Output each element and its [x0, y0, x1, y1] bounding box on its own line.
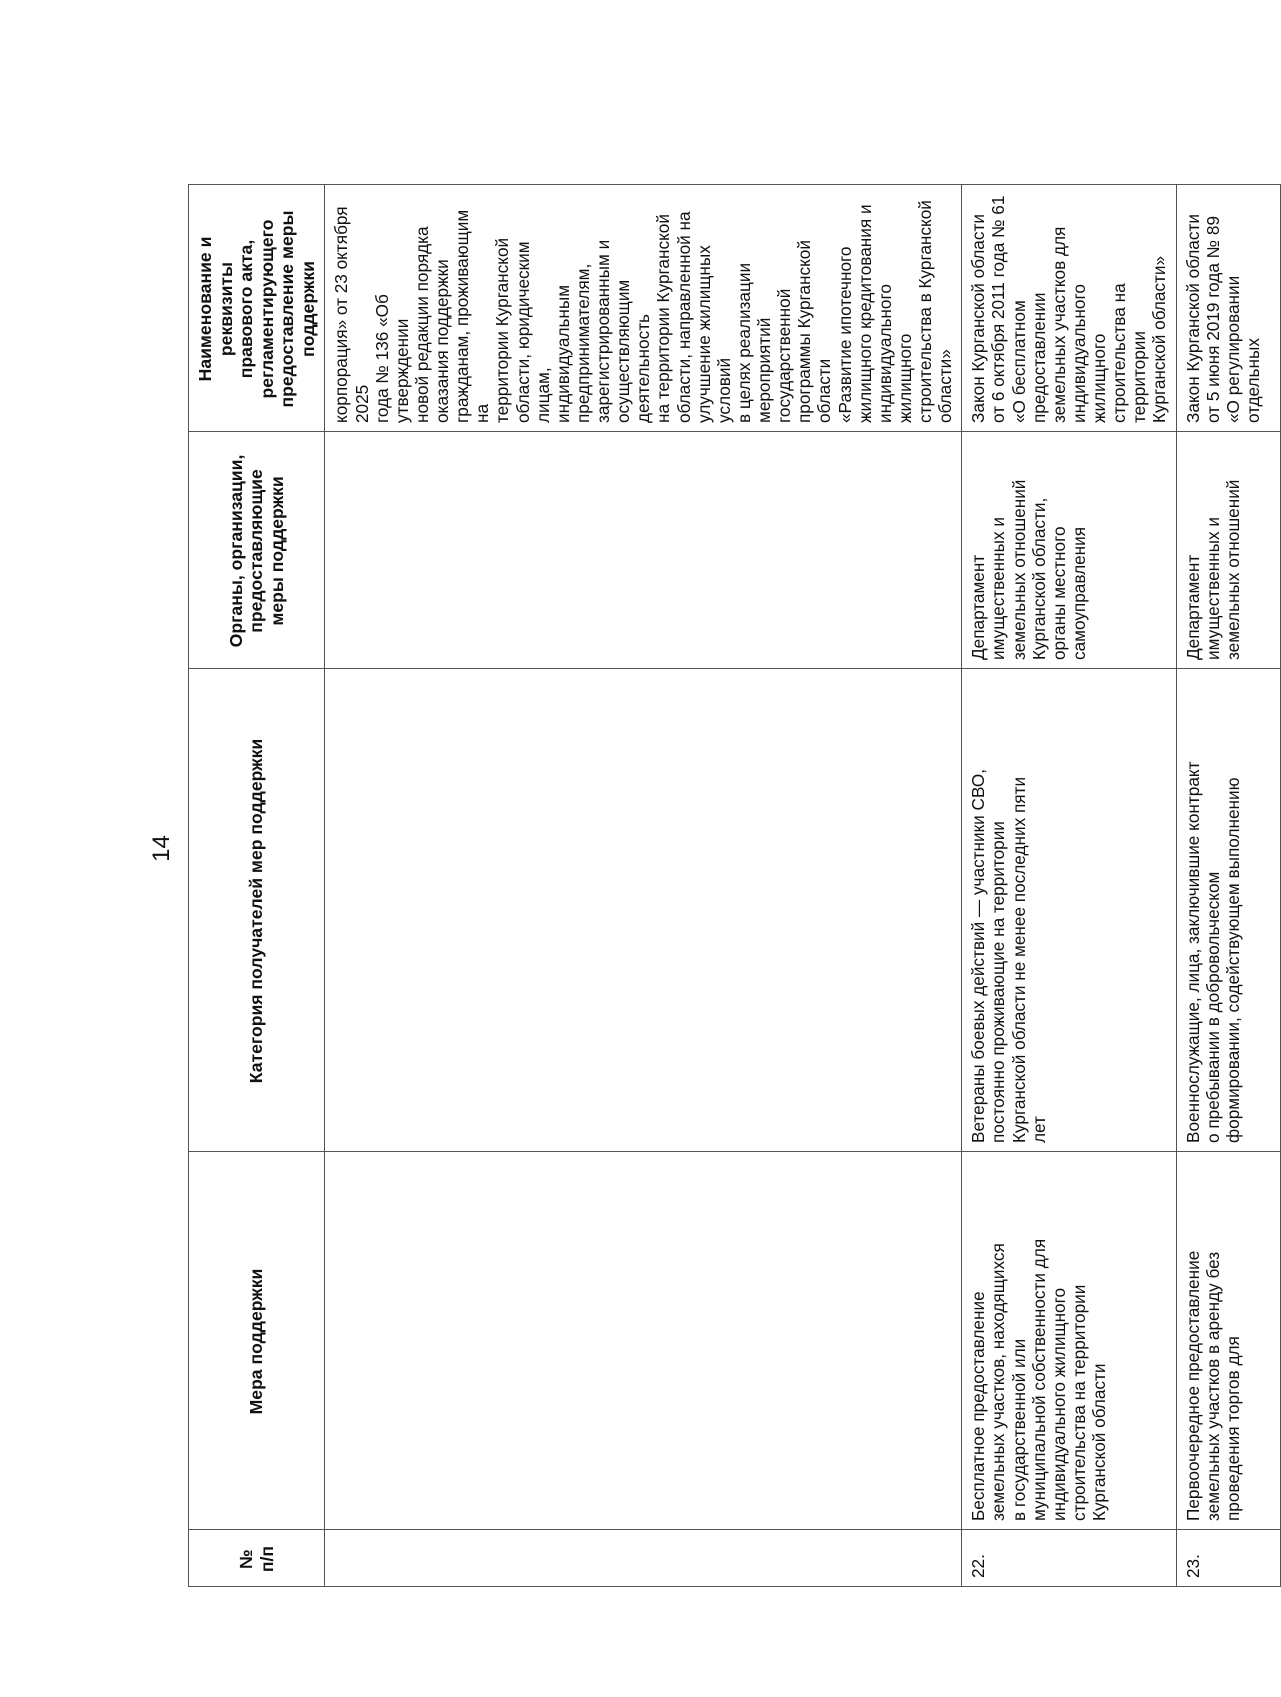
cell-act: Закон Курганской области от 5 июня 2019 года № 89 «О регулировании отдельных: [1176, 185, 1280, 432]
header-act: Наименование и реквизиты правового акта, регламентирующего предоставление меры поддержки: [189, 185, 325, 432]
cell-category: [325, 669, 962, 1152]
cell-num: 23.: [1176, 1530, 1280, 1587]
table-row: [1176, 185, 1280, 1587]
table-header-row: [189, 185, 325, 1587]
header-num: № п/п: [189, 1530, 325, 1587]
table-row: [325, 185, 962, 1587]
page-number: 14: [148, 835, 175, 862]
cell-mera: [325, 1152, 962, 1530]
header-organs: Органы, организации, предоставляющие меры поддержки: [189, 432, 325, 669]
header-mera: Мера поддержки: [189, 1152, 325, 1530]
table-row: [962, 185, 1176, 1587]
cell-organs: Департамент имущественных и земельных отношений Курганской области, органы местного самоуправления: [962, 432, 1176, 669]
support-measures-table: [188, 184, 1281, 1587]
cell-category: Ветераны боевых действий — участники СВО, постоянно проживающие на территории Курганской области не менее последних пяти лет: [962, 669, 1176, 1152]
cell-mera: Первоочередное предоставление земельных участков в аренду без проведения торгов для: [1176, 1152, 1280, 1530]
cell-num: [325, 1530, 962, 1587]
header-category: Категория получателей мер поддержки: [189, 669, 325, 1152]
cell-num: 22.: [962, 1530, 1176, 1587]
cell-act: корпорация» от 23 октября 2025 года № 136 «Об утверждении новой редакции порядка оказания поддержки гражданам, проживающим на территории Курганской области, юридическим лицам, индивидуальным предпринимателям, зарегистрированным и осуществляющим деятельность на территории Курганской области, направленной на улучшение жилищных условий в целях реализации мероприятий государственной программы Курганской области «Развитие ипотечного жилищного кредитования и индивидуального жилищного строительства в Курганской области»: [325, 185, 962, 432]
cell-category: Военнослужащие, лица, заключившие контракт о пребывании в добровольческом формировании, содействующем выполнению: [1176, 669, 1280, 1152]
cell-organs: Департамент имущественных и земельных отношений: [1176, 432, 1280, 669]
cell-mera: Бесплатное предоставление земельных участков, находящихся в государственной или муниципальной собственности для индивидуального жилищного строительства на территории Курганской области: [962, 1152, 1176, 1530]
cell-organs: [325, 432, 962, 669]
cell-act: Закон Курганской области от 6 октября 2011 года № 61 «О бесплатном предоставлении земельных участков для индивидуального жилищного строительства на территории Курганской области»: [962, 185, 1176, 432]
